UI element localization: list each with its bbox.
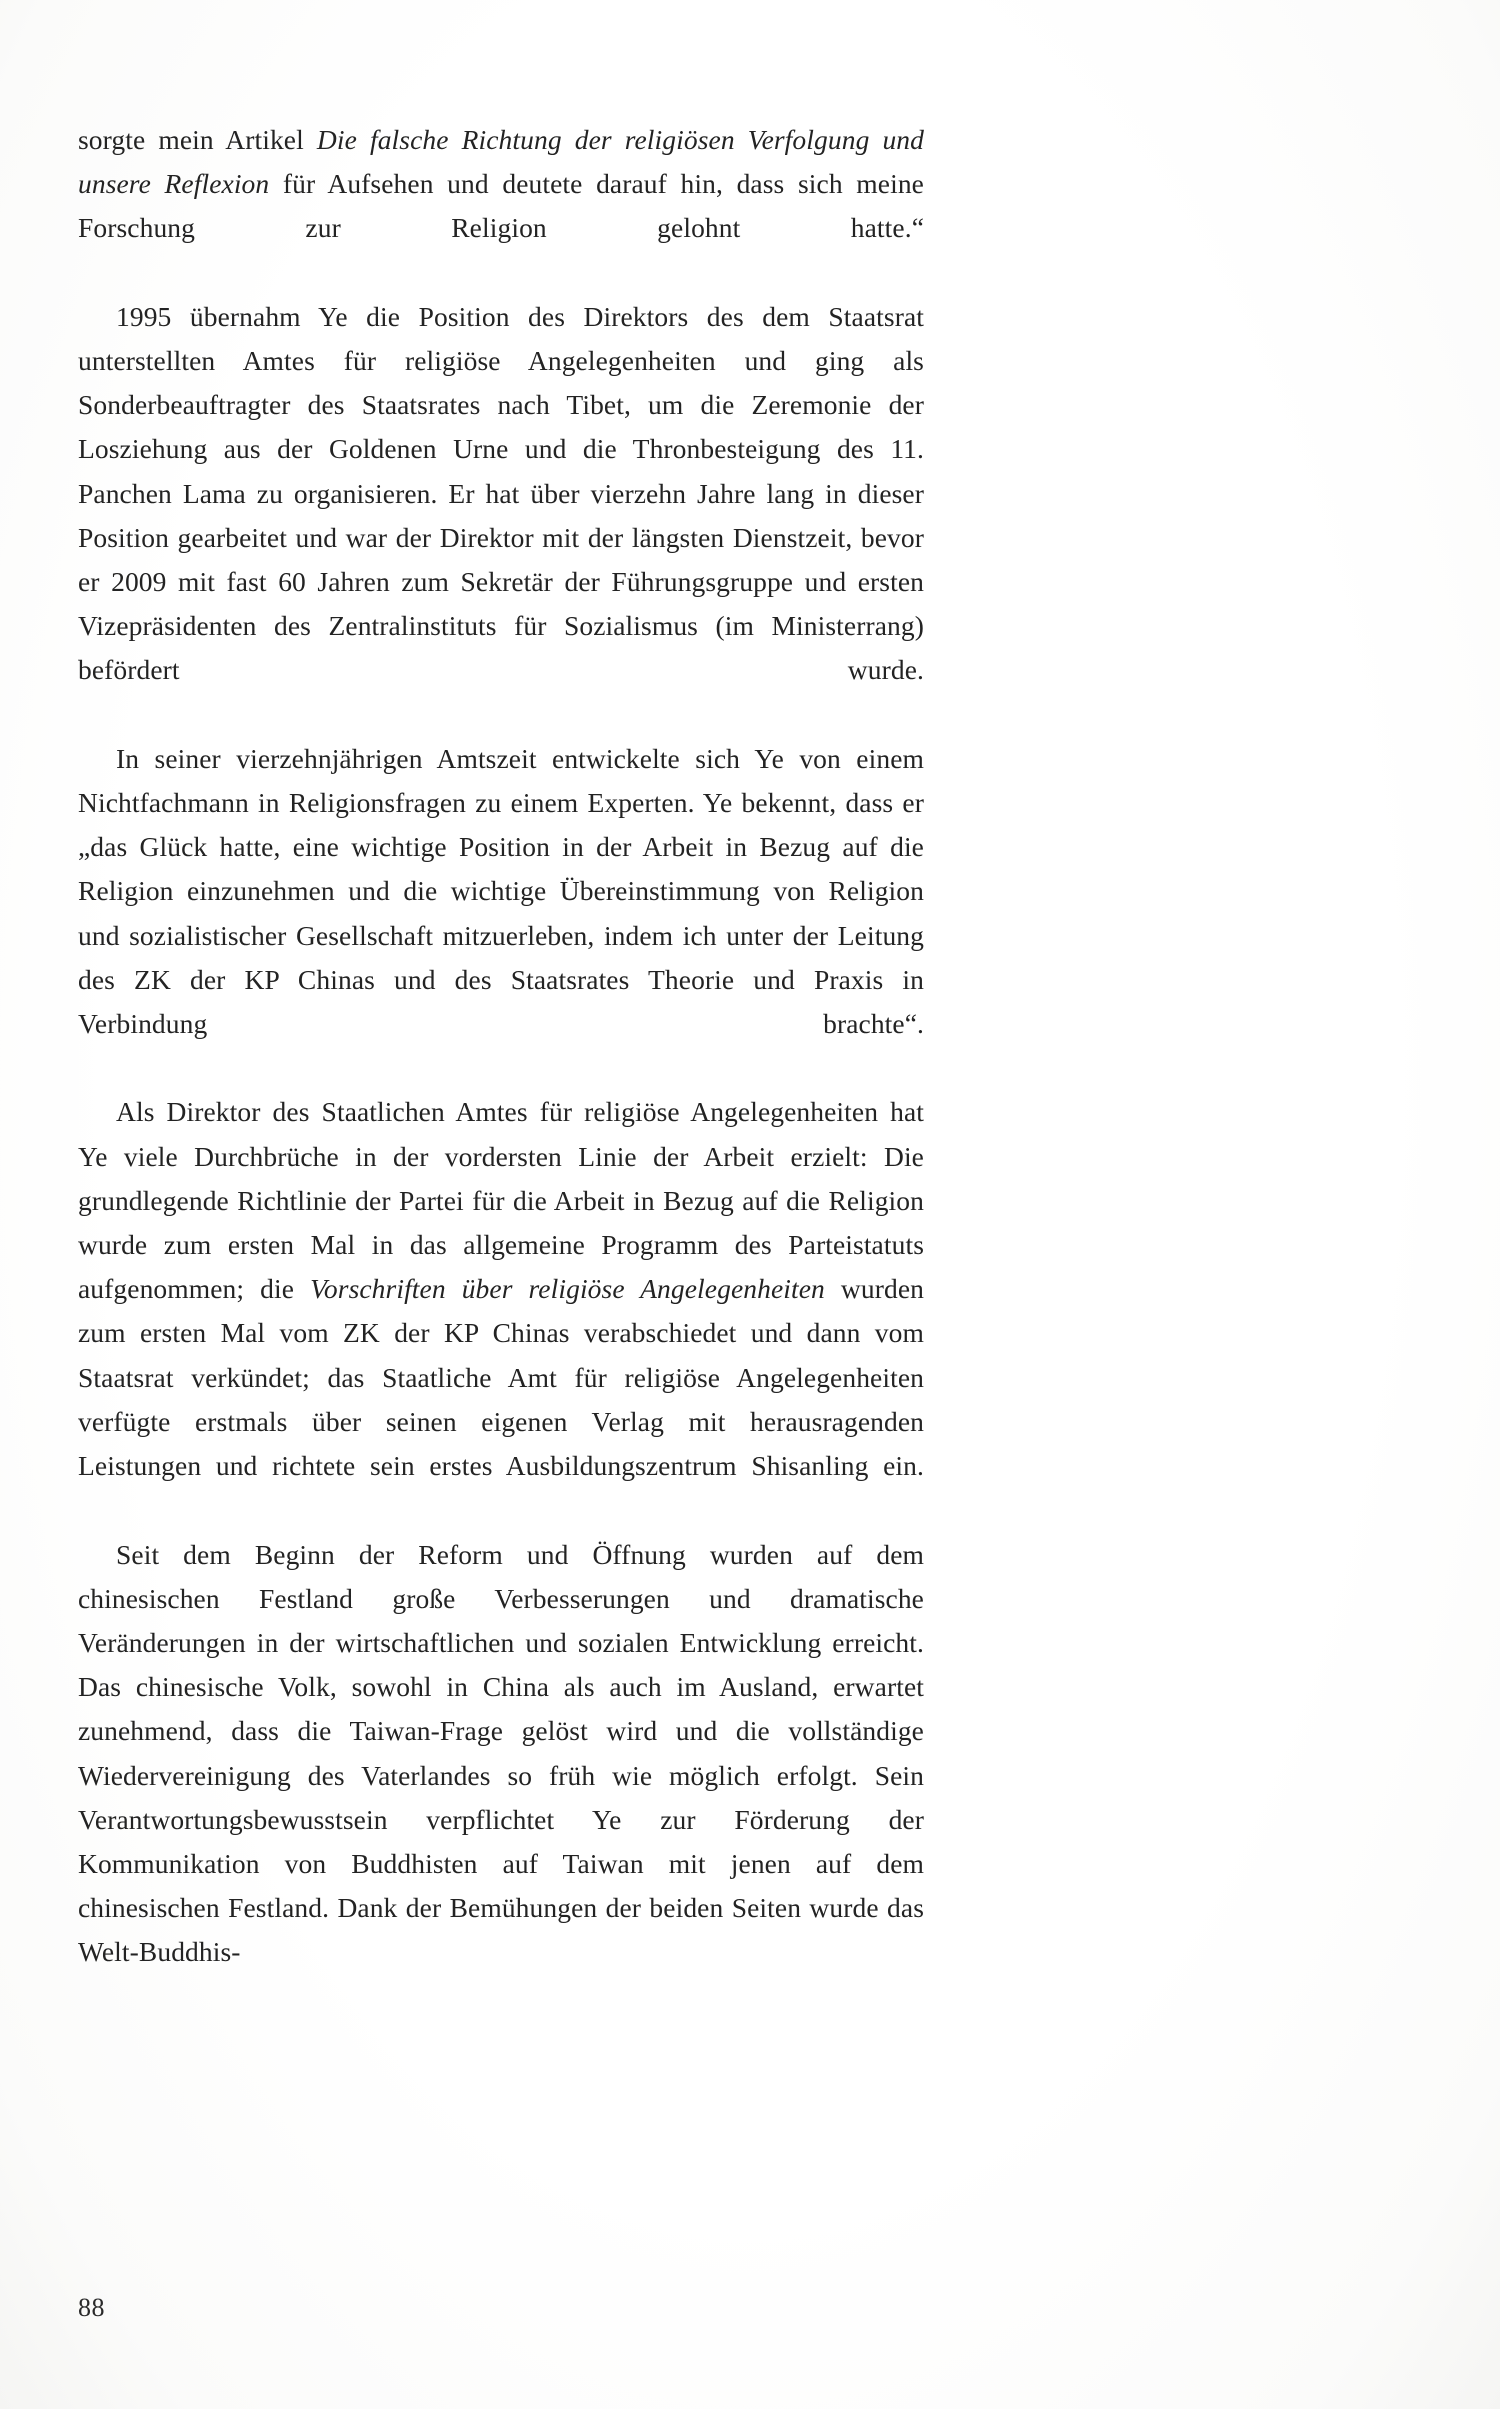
- italic-title-run: Die falsche Richtung der religiösen Verfolgung und unsere Reflexion: [78, 124, 925, 200]
- body-text-column: [78, 118, 924, 2019]
- paragraph-p5: [78, 1533, 924, 2019]
- text-run: Als Direktor des Staatlichen Amtes für religiöse Angelegenheiten hat Ye viele Durchbrüche in der vordersten Linie der Arbeit erzielt: Die grundlegende Richtlinie der Partei für die Arbeit in Bezug auf die Religion wurde zum ersten Mal in das allgemeine Programm des Parteistatuts aufgenommen; die: [78, 1096, 924, 1305]
- page-number: 88: [78, 2293, 105, 2322]
- text-run: In seiner vierzehnjährigen Amtszeit entwickelte sich Ye von einem Nichtfachmann in Religionsfragen zu einem Experten. Ye bekennt, dass er „das Glück hatte, eine wichtige Position in der Arbeit in Bezug auf die Religion einzunehmen und die wichtige Übereinstimmung von Religion und sozialistischer Gesellschaft mitzuerleben, indem ich unter der Leitung des ZK der KP Chinas und des Staatsrates Theorie und Praxis in Verbindung brachte“.: [78, 742, 924, 1040]
- text-run: Seit dem Beginn der Reform und Öffnung wurden auf dem chinesischen Festland große Verbesserungen und dramatische Veränderungen in der wirtschaftlichen und sozialen Entwicklung erreicht. Das chinesische Volk, sowohl in China als auch im Ausland, erwartet zunehmend, dass die Taiwan-Frage gelöst wird und die vollständige Wiedervereinigung des Vaterlandes so früh wie möglich erfolgt. Sein Verantwortungsbewusstsein verpflichtet Ye zur Förderung der Kommunikation von Buddhisten auf Taiwan mit jenen auf dem chinesischen Festland. Dank der Bemühungen der beiden Seiten wurde das Welt-Buddhis-: [78, 1538, 924, 1968]
- paragraph-p2: [78, 295, 924, 737]
- italic-title-run: Vorschriften über religiöse Angelegenheiten: [310, 1273, 825, 1305]
- paragraph-p1: [78, 118, 924, 295]
- text-run: für Aufsehen und deutete darauf hin, dass sich meine Forschung zur Religion gelohnt hatte.“: [78, 168, 924, 244]
- paragraph-p4: [78, 1090, 924, 1532]
- text-run: sorgte mein Artikel: [78, 124, 317, 155]
- text-run: 1995 übernahm Ye die Position des Direktors des dem Staatsrat unterstellten Amtes für religiöse Angelegenheiten und ging als Sonderbeauftragter des Staatsrates nach Tibet, um die Zeremonie der Losziehung aus der Goldenen Urne und die Thronbesteigung des 11. Panchen Lama zu organisieren. Er hat über vierzehn Jahre lang in dieser Position gearbeitet und war der Direktor mit der längsten Dienstzeit, bevor er 2009 mit fast 60 Jahren zum Sekretär der Führungsgruppe und ersten Vizepräsidenten des Zentralinstituts für Sozialismus (im Ministerrang) befördert wurde.: [78, 300, 924, 686]
- paragraph-p3: [78, 737, 924, 1091]
- text-run: wurden zum ersten Mal vom ZK der KP Chinas verabschiedet und dann vom Staatsrat verkündet; das Staatliche Amt für religiöse Angelegenheiten verfügte erstmals über seinen eigenen Verlag mit herausragenden Leistungen und richtete sein erstes Ausbildungszentrum Shisanling ein.: [78, 1273, 924, 1482]
